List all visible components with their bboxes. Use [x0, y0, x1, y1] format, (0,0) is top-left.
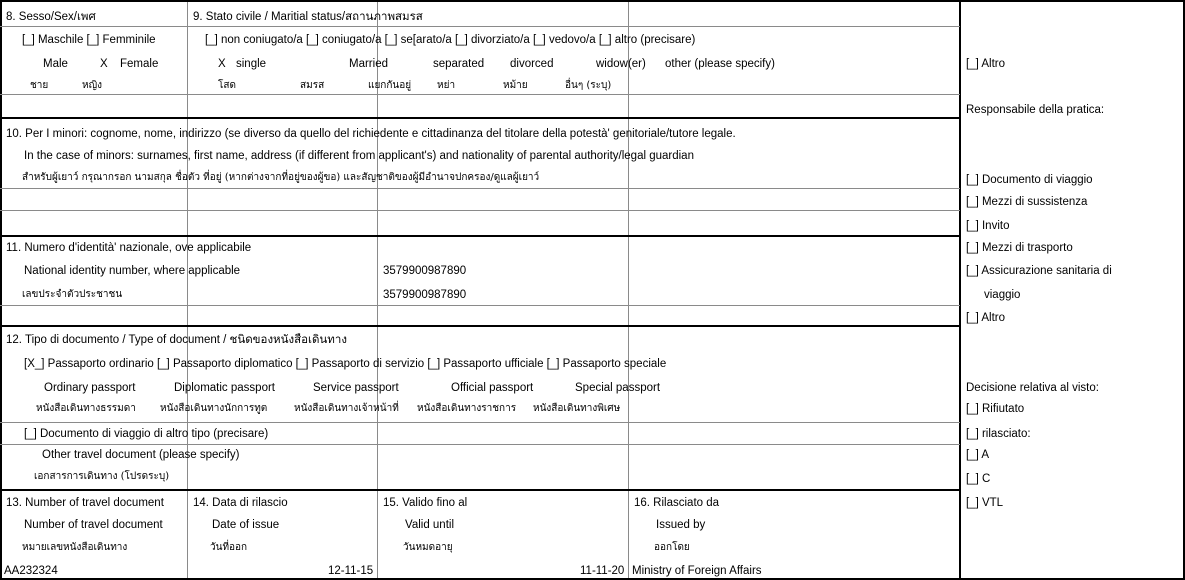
grid-line — [187, 0, 188, 580]
issued-by-en: Issued by — [656, 519, 706, 531]
sex-male-en: Male — [43, 58, 68, 70]
issue-date-th: วันที่ออก — [210, 542, 248, 553]
issue-date-header: 14. Data di rilascio — [193, 497, 288, 509]
grid-line — [0, 0, 2, 580]
issued-by-header: 16. Rilasciato da — [634, 497, 720, 509]
valid-until-header: 15. Valido fino al — [383, 497, 468, 509]
doc-service-th: หนังสือเดินทางเจ้าหน้าที่ — [294, 403, 399, 414]
national-id-value: 3579900987890 — [383, 265, 467, 277]
marital-married-th: สมรส — [300, 80, 325, 91]
side-altro: [_] Altro — [966, 58, 1005, 70]
marital-widow-th: หม้าย — [503, 80, 528, 91]
sex-female-en: Female — [120, 58, 159, 70]
marital-single-th: โสด — [218, 80, 236, 91]
marital-separated-th: แยกกันอยู่ — [368, 80, 412, 91]
side-assicurazione: [_] Assicurazione sanitaria di — [966, 265, 1112, 277]
side-mezzi-sussistenza: [_] Mezzi di sussistenza — [966, 196, 1088, 208]
marital-widow-en: widow(er) — [596, 58, 646, 70]
sex-female-mark: X — [100, 58, 108, 70]
national-id-header: 11. Numero d'identità' nazionale, ove applicabile — [6, 242, 252, 254]
doc-diplomatic-th: หนังสือเดินทางนักการทูต — [160, 403, 268, 414]
doc-service-en: Service passport — [313, 382, 399, 394]
issue-date-en: Date of issue — [212, 519, 280, 531]
grid-line — [628, 0, 629, 580]
travel-doc-number-header: 13. Number of travel document — [6, 497, 164, 509]
marital-divorced-en: divorced — [510, 58, 554, 70]
issue-date-value: 12-11-15 — [328, 565, 374, 577]
grid-line — [0, 305, 960, 306]
doc-other-it: [_] Documento di viaggio di altro tipo (precisare) — [24, 428, 269, 440]
grid-line — [0, 188, 960, 189]
national-id-value-repeat: 3579900987890 — [383, 289, 467, 301]
marital-other-en: other (please specify) — [665, 58, 775, 70]
grid-line — [959, 0, 961, 580]
side-mezzi-trasporto: [_] Mezzi di trasporto — [966, 242, 1073, 254]
grid-line — [0, 94, 960, 95]
side-decisione: Decisione relativa al visto: — [966, 382, 1099, 394]
doc-official-en: Official passport — [451, 382, 534, 394]
minors-line-th: สำหรับผู้เยาว์ กรุณากรอก นามสกุล ชื่อตัว ที่อยู่ (หากต่างจากที่อยู่ของผู้ขอ) และสัญชาติของผู้มีอำนาจปกครอง/ดูแลผู้เยาว์ — [22, 172, 540, 183]
doc-other-th: เอกสารการเดินทาง (โปรดระบุ) — [34, 471, 170, 482]
valid-until-en: Valid until — [405, 519, 455, 531]
sex-female-th: หญิง — [82, 80, 102, 91]
marital-single-en: single — [236, 58, 267, 70]
side-viaggio: viaggio — [984, 289, 1021, 301]
travel-doc-number-th: หมายเลขหนังสือเดินทาง — [22, 542, 128, 553]
doc-ordinary-th: หนังสือเดินทางธรรมดา — [36, 403, 136, 414]
doc-ordinary-en: Ordinary passport — [44, 382, 136, 394]
grid-line — [0, 210, 960, 211]
grid-line — [0, 422, 960, 423]
marital-divorced-th: หย่า — [437, 80, 456, 91]
marital-other-th: อื่นๆ (ระบุ) — [565, 80, 612, 91]
side-rilasciato: [_] rilasciato: — [966, 428, 1031, 440]
minors-line-en: In the case of minors: surnames, first name, address (if different from applicant's) and nationality of parental authority/legal guardian — [24, 150, 694, 162]
side-responsabile: Responsabile della pratica: — [966, 104, 1105, 116]
marital-single-mark: X — [218, 58, 226, 70]
side-doc-viaggio: [_] Documento di viaggio — [966, 174, 1093, 186]
side-invito: [_] Invito — [966, 220, 1010, 232]
doc-other-en: Other travel document (please specify) — [42, 449, 240, 461]
side-visa-a: [_] A — [966, 449, 990, 461]
grid-line — [0, 444, 960, 445]
doc-special-en: Special passport — [575, 382, 661, 394]
travel-doc-number-value: AA232324 — [4, 565, 58, 577]
grid-line — [0, 0, 1185, 2]
marital-options: [_] non coniugato/a [_] coniugato/a [_] se[arato/a [_] divorziato/a [_] vedovo/a [_] altro (precisare) — [205, 34, 696, 46]
grid-line — [0, 235, 960, 237]
valid-until-th: วันหมดอายุ — [403, 542, 453, 553]
grid-line — [0, 26, 960, 27]
valid-until-value: 11-11-20 — [580, 565, 625, 577]
sex-options: [_] Maschile [_] Femminile — [22, 34, 156, 46]
travel-doc-number-en: Number of travel document — [24, 519, 163, 531]
national-id-th: เลขประจำตัวประชาชน — [22, 289, 123, 300]
side-visa-vtl: [_] VTL — [966, 497, 1004, 509]
grid-line — [0, 117, 960, 119]
marital-married-en: Married — [349, 58, 388, 70]
issued-by-th: ออกโดย — [654, 542, 690, 553]
sex-male-th: ชาย — [30, 80, 49, 91]
grid-line — [0, 489, 960, 491]
marital-separated-en: separated — [433, 58, 485, 70]
side-visa-c: [_] C — [966, 473, 991, 485]
minors-line-it: 10. Per I minori: cognome, nome, indirizzo (se diverso da quello del richiedente e cittadinanza del titolare della potestà' genitoriale/tutore legale. — [6, 128, 736, 140]
doc-special-th: หนังสือเดินทางพิเศษ — [533, 403, 621, 414]
national-id-en: National identity number, where applicable — [24, 265, 241, 277]
sex-header: 8. Sesso/Sex/เพศ — [6, 11, 96, 23]
doc-official-th: หนังสือเดินทางราชการ — [417, 403, 517, 414]
marital-header: 9. Stato civile / Maritial status/สถานภาพสมรส — [193, 11, 423, 23]
grid-line — [0, 325, 960, 327]
document-type-header: 12. Tipo di documento / Type of document / ชนิดของหนังสือเดินทาง — [6, 334, 347, 346]
side-altro-2: [_] Altro — [966, 312, 1005, 324]
doc-diplomatic-en: Diplomatic passport — [174, 382, 275, 394]
side-rifiutato: [_] Rifiutato — [966, 403, 1025, 415]
document-type-options: [X_] Passaporto ordinario [_] Passaporto diplomatico [_] Passaporto di servizio [_] Passaporto ufficiale [_] Passaporto speciale — [24, 358, 667, 370]
issued-by-value: Ministry of Foreign Affairs — [632, 565, 762, 577]
